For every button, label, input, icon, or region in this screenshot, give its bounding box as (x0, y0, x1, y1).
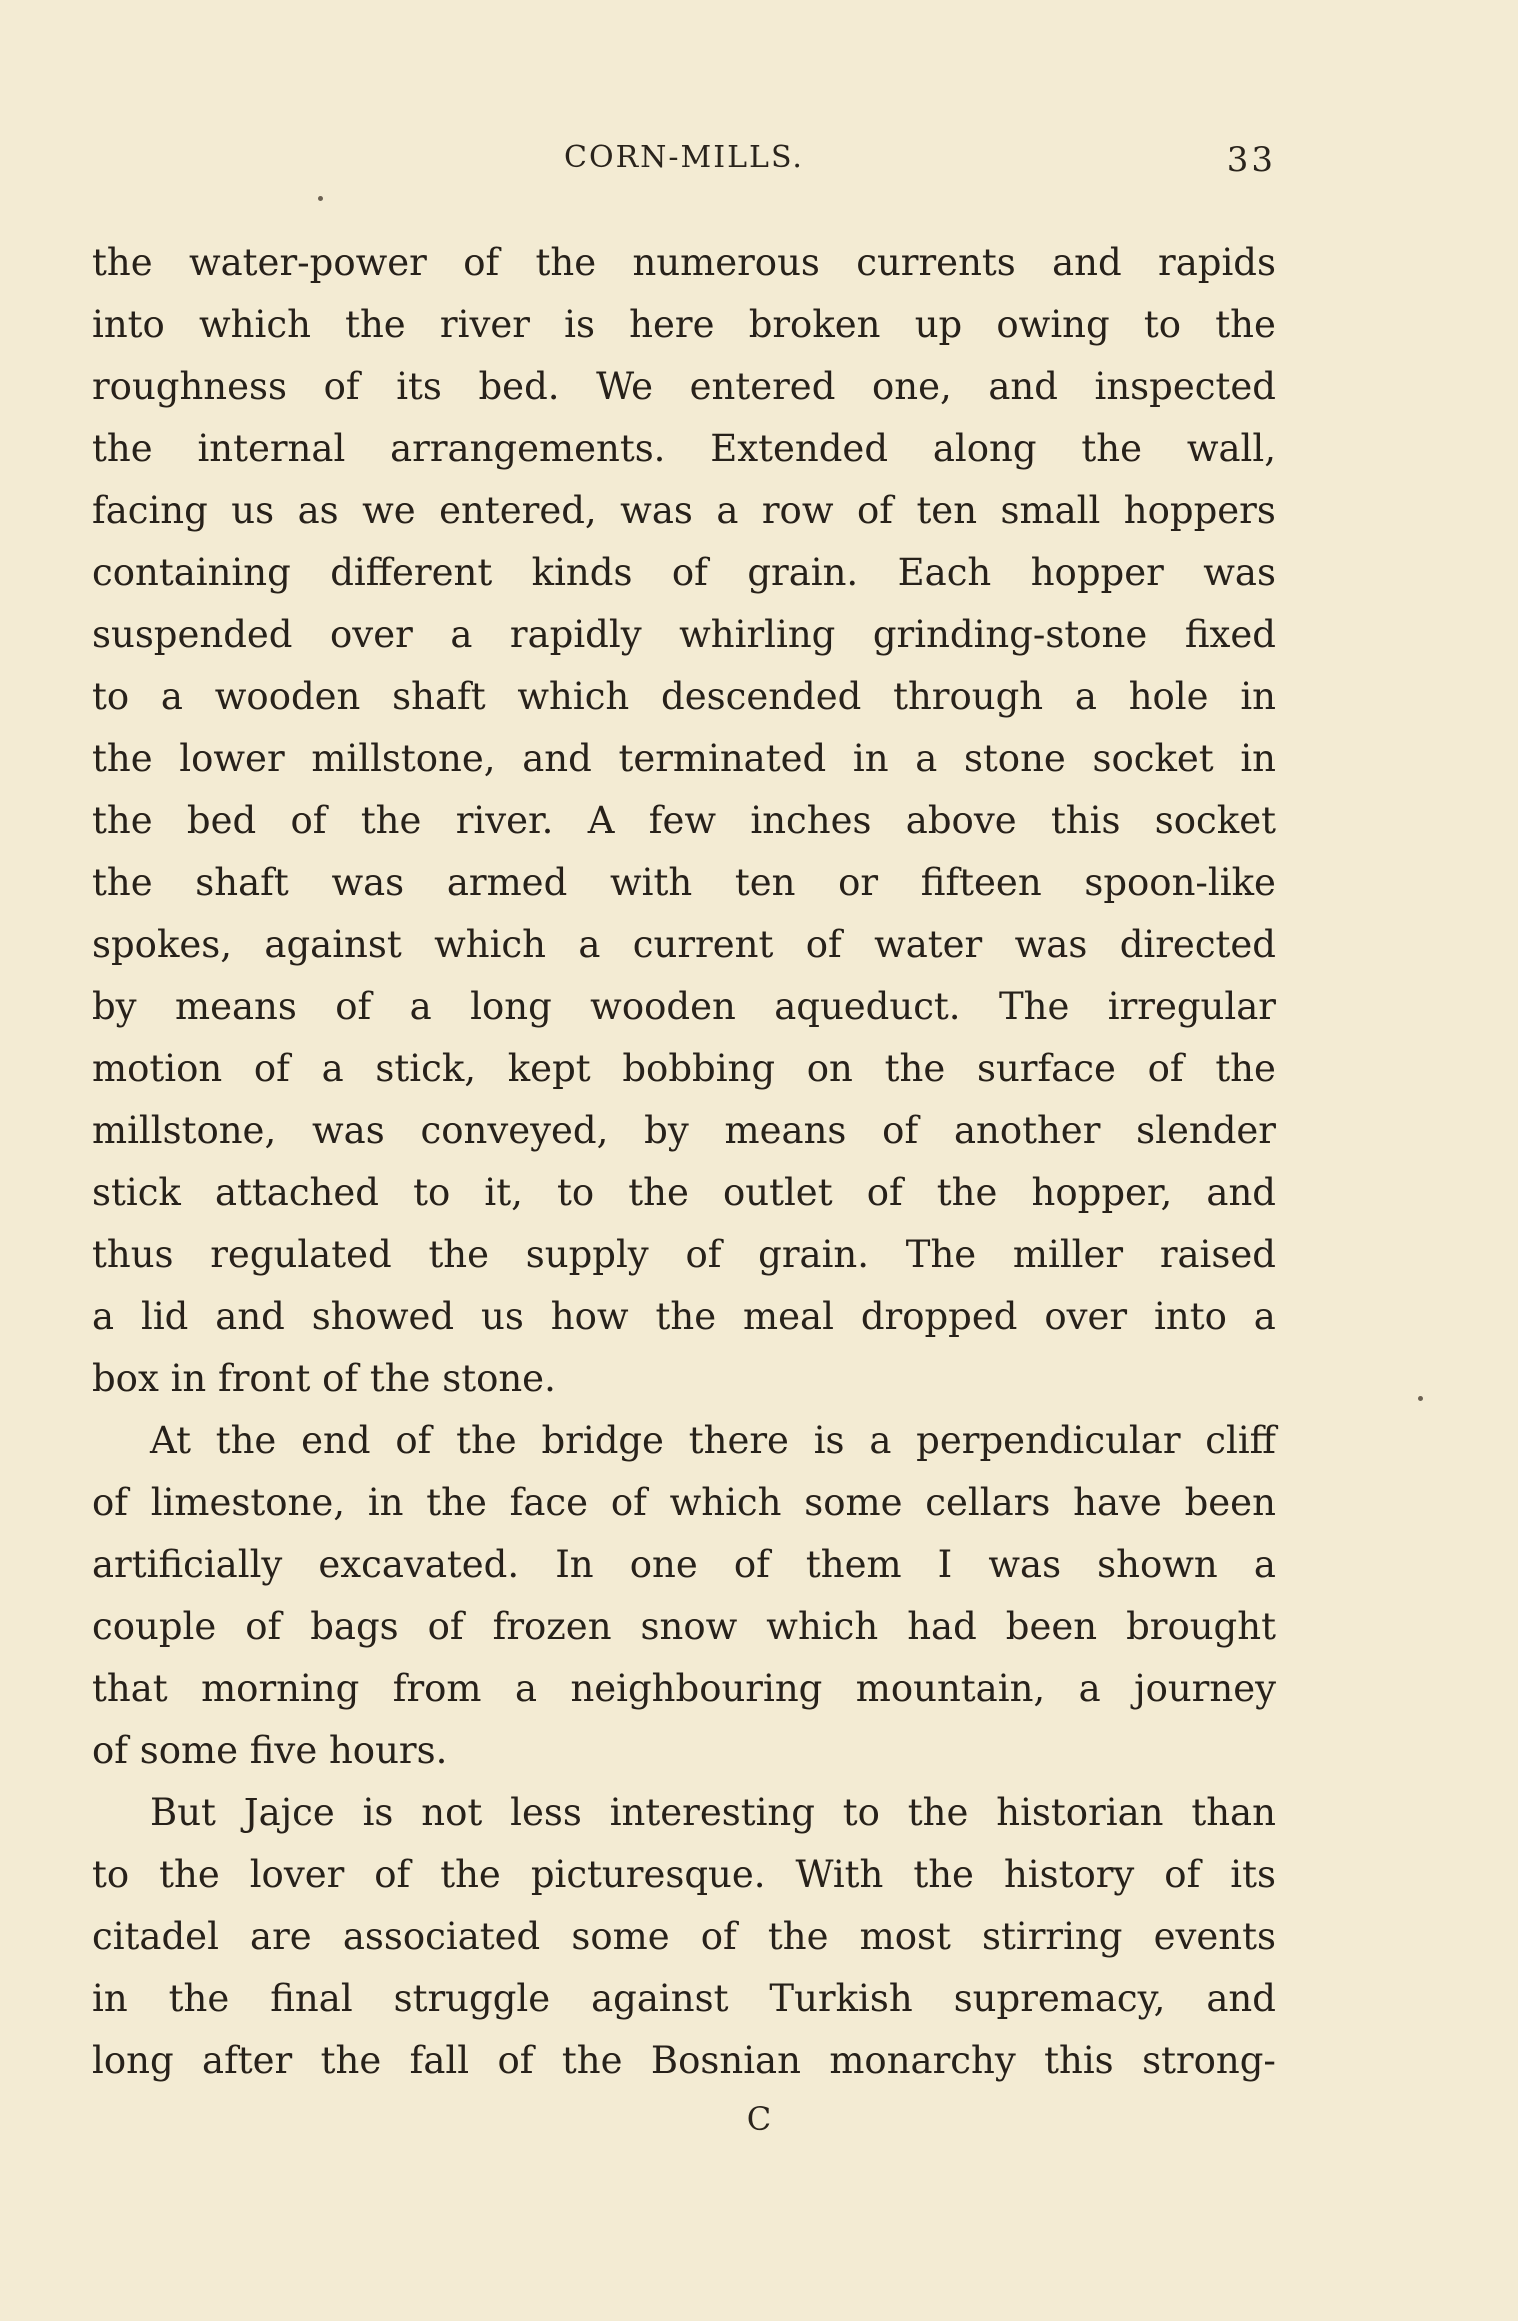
page-number: 33 (1226, 140, 1276, 180)
text-line: of limestone, in the face of which some cellars have been (92, 1481, 1276, 1524)
text-line: box in front of the stone. (92, 1357, 556, 1400)
text-line: by means of a long wooden aqueduct. The irregular (92, 985, 1276, 1028)
text-line: the shaft was armed with ten or fifteen spoon-like (92, 861, 1276, 904)
text-line: to the lover of the picturesque. With the history of its (92, 1853, 1276, 1896)
text-line: spokes, against which a current of water was directed (92, 923, 1276, 966)
page-header (92, 140, 1276, 192)
text-line: the water-power of the numerous currents and rapids (92, 241, 1276, 284)
text-line: long after the fall of the Bosnian monarchy this strong- (92, 2039, 1276, 2082)
text-line: facing us as we entered, was a row of ten small hoppers (92, 489, 1276, 532)
text-line: But Jajce is not less interesting to the historian than (150, 1791, 1276, 1834)
text-line: couple of bags of frozen snow which had been brought (92, 1605, 1276, 1648)
text-line: a lid and showed us how the meal dropped over into a (92, 1295, 1276, 1338)
text-line: the internal arrangements. Extended along the wall, (92, 427, 1276, 470)
text-line: containing different kinds of grain. Each hopper was (92, 551, 1276, 594)
paper-speck (318, 196, 323, 201)
text-line: into which the river is here broken up owing to the (92, 303, 1276, 346)
text-line: millstone, was conveyed, by means of another slender (92, 1109, 1276, 1152)
text-line: that morning from a neighbouring mountain, a journey (92, 1667, 1276, 1710)
text-line: thus regulated the supply of grain. The miller raised (92, 1233, 1276, 1276)
paper-speck (1418, 1396, 1423, 1401)
text-line: of some five hours. (92, 1729, 448, 1772)
text-line: in the final struggle against Turkish supremacy, and (92, 1977, 1276, 2020)
body-text (92, 232, 1276, 2092)
text-line: citadel are associated some of the most stirring events (92, 1915, 1276, 1958)
running-head: CORN-MILLS. (564, 140, 804, 175)
text-line: suspended over a rapidly whirling grinding-stone fixed (92, 613, 1276, 656)
text-line: stick attached to it, to the outlet of the hopper, and (92, 1171, 1276, 1214)
text-line: motion of a stick, kept bobbing on the surface of the (92, 1047, 1276, 1090)
text-line: to a wooden shaft which descended through a hole in (92, 675, 1276, 718)
text-line: At the end of the bridge there is a perpendicular cliff (150, 1419, 1276, 1462)
text-line: the lower millstone, and terminated in a stone socket in (92, 737, 1276, 780)
text-line: roughness of its bed. We entered one, and inspected (92, 365, 1276, 408)
signature-mark: C (746, 2100, 772, 2138)
text-line: the bed of the river. A few inches above this socket (92, 799, 1276, 842)
text-line: artificially excavated. In one of them I was shown a (92, 1543, 1276, 1586)
